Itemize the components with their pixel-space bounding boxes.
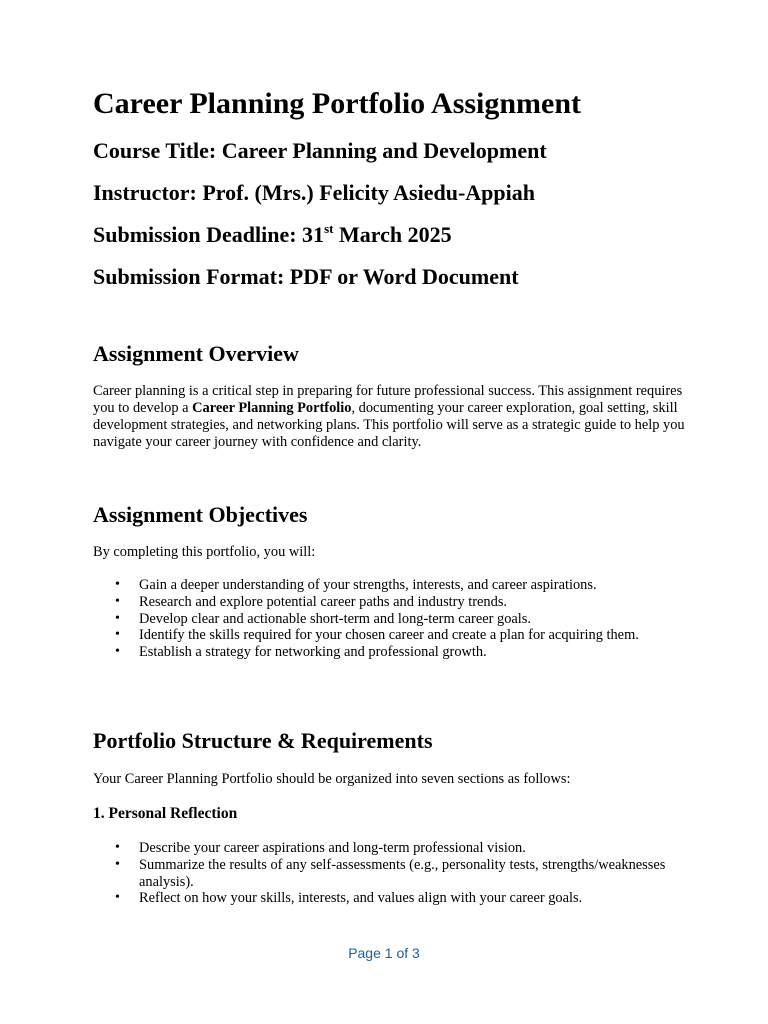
deadline-prefix: Submission Deadline: 31: [93, 222, 325, 247]
list-item: [93, 644, 673, 661]
page-number: Page 1 of 3: [348, 945, 420, 961]
list-item: [93, 611, 673, 628]
list-item-text: Summarize the results of any self-assessments (e.g., personality tests, strengths/weaknesses analysis).: [139, 856, 666, 890]
deadline-suffix: March 2025: [333, 222, 452, 247]
objectives-list: [93, 577, 673, 661]
bullet-icon: •: [115, 627, 120, 643]
list-item-text: Develop clear and actionable short-term and long-term career goals.: [139, 610, 531, 627]
list-item-text: Identify the skills required for your chosen career and create a plan for acquiring them.: [139, 627, 639, 644]
list-item-text: Research and explore potential career paths and industry trends.: [139, 593, 508, 610]
list-item-text: Establish a strategy for networking and professional growth.: [139, 644, 487, 661]
list-item-text: Describe your career aspirations and long-term professional vision.: [139, 840, 526, 856]
personal-reflection-list: [93, 840, 673, 907]
instructor: Instructor: Prof. (Mrs.) Felicity Asiedu-Appiah: [93, 180, 535, 205]
objectives-heading: Assignment Objectives: [93, 502, 308, 527]
bullet-icon: •: [115, 840, 120, 855]
submission-format: Submission Format: PDF or Word Document: [93, 264, 519, 289]
overview-text-start: Career planning is a critical step in preparing for future professional success. This assignment requires you to develop a: [93, 383, 683, 416]
course-title: Course Title: Career Planning and Development: [93, 138, 547, 163]
bullet-icon: •: [115, 890, 120, 906]
bullet-icon: •: [115, 593, 120, 609]
document-title: Career Planning Portfolio Assignment: [93, 87, 582, 120]
overview-heading: Assignment Overview: [93, 341, 299, 366]
structure-intro: Your Career Planning Portfolio should be organized into seven sections as follows:: [93, 771, 571, 787]
list-item: [93, 577, 673, 594]
bullet-icon: •: [115, 644, 120, 660]
deadline-ordinal: st: [324, 221, 334, 236]
list-item: [93, 840, 673, 857]
list-item: [93, 594, 673, 611]
overview-text-end: , documenting your career exploration, goal setting, skill development strategies, and networking plans. This portfolio will serve as a strategic guide to help you navigate your career journey with confidence and clarity.: [93, 400, 685, 450]
list-item: [93, 857, 673, 891]
objectives-intro: By completing this portfolio, you will:: [93, 544, 316, 560]
bullet-icon: •: [115, 610, 120, 626]
list-item: [93, 627, 673, 644]
bullet-icon: •: [115, 577, 120, 592]
list-item-text: Reflect on how your skills, interests, and values align with your career goals.: [139, 890, 583, 907]
overview-paragraph: [93, 383, 693, 451]
personal-reflection-heading: 1. Personal Reflection: [93, 805, 238, 822]
overview-text-bold: Career Planning Portfolio: [192, 400, 352, 416]
list-item-text: Gain a deeper understanding of your strengths, interests, and career aspirations.: [139, 577, 597, 593]
bullet-icon: •: [115, 856, 120, 872]
list-item: [93, 890, 673, 907]
structure-heading: Portfolio Structure & Requirements: [93, 728, 433, 753]
submission-deadline: [93, 221, 452, 249]
